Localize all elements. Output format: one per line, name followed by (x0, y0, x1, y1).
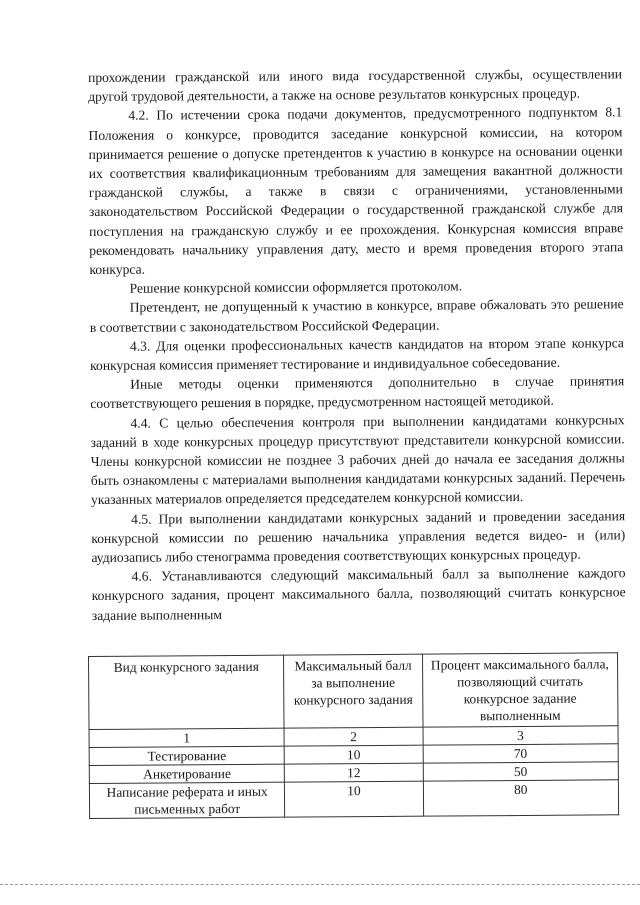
paragraph-4-4: 4.4. С целью обеспечения контроля при выполнении кандидатами конкурсных заданий в ходе конкурсных процедур присутствуют представители конкурсной комиссии. Члены конкурсной комиссии не позднее 3 рабочих дней до начала ее заседания должны быть ознакомлены с материалами выполнения кандидатами конкурсных заданий. Перечень указанных материалов определяется председателем конкурсной комиссии. (90, 411, 625, 508)
paragraph-protocol: Решение конкурсной комиссии оформляется протоколом. (129, 278, 463, 296)
max-score-cell: 10 (284, 745, 422, 764)
paragraph-4-5: 4.5. При выполнении кандидатами конкурсных заданий и проведении заседания конкурсной комиссии по решению начальника управления ведется видео- и (или) аудиозапись либо стенограмма проведения соответствующих конкурсных процедур. (91, 507, 626, 566)
column-number: 3 (423, 726, 618, 745)
pass-percent-cell: 70 (423, 744, 618, 763)
document-body (88, 64, 626, 625)
paragraph-4-2: 4.2. По истечении срока подачи документов, предусмотренного подпунктом 8.1 Положения о конкурсе, проводится заседание конкурсной комиссии, на котором принимается решение о допуске претендентов к участию в конкурсе на основании оценки их соответствия квалификационным требованиям для замещения вакантной должности гражданской службы, а также в связи с ограничениями, установленными законодательством Российской Федерации о государственной гражданской службе для поступления на гражданскую службу и ее прохождения. Конкурсная комиссия вправе рекомендовать начальнику управления дату, место и время проведения второго этапа конкурса. (88, 104, 624, 278)
task-type-cell: Анкетирование (89, 764, 284, 783)
max-score-cell: 12 (285, 763, 423, 782)
pass-percent-cell: 50 (423, 762, 618, 781)
task-type-cell: Тестирование (89, 746, 284, 765)
paragraph-appeal: Претендент, не допущенный к участию в конкурсе, вправе обжаловать это решение в соответствии с законодательством Российской Федерации. (89, 296, 624, 335)
table-row (89, 780, 618, 819)
header-max-score: Максимальный балл за выполнение конкурсного задания (284, 654, 423, 728)
header-task-type: Вид конкурсного задания (89, 655, 285, 729)
assessment-table (88, 652, 619, 819)
paragraph-4-3: 4.3. Для оценки профессиональных качеств кандидатов на втором этапе конкурса конкурсная комиссия применяет тестирование и индивидуальное собеседование. (90, 335, 624, 374)
pass-percent-cell: 80 (423, 780, 619, 816)
max-score-cell: 10 (285, 781, 424, 817)
header-pass-percent: Процент максимального балла, позволяющий считать конкурсное задание выполненным (422, 653, 618, 727)
paragraph-4-6: 4.6. Устанавливаются следующий максимальный балл за выполнение каждого конкурсного задания, процент максимального балла, позволяющий считать конкурсное задание выполненным (91, 565, 626, 623)
scan-edge-divider (0, 884, 640, 885)
table-header-row (89, 653, 618, 730)
column-number: 2 (284, 727, 422, 746)
task-type-cell: Написание реферата и иных письменных работ (89, 782, 285, 818)
column-number: 1 (89, 728, 284, 747)
paragraph-continuation: прохождении гражданской или иного вида государственной службы, осуществлении другой трудовой деятельности, а также на основе результатов конкурсных процедур. (88, 66, 623, 105)
paragraph-other-methods: Иные методы оценки применяются дополнительно в случае принятия соответствующего решения в порядке, предусмотренном настоящей методикой. (90, 373, 625, 412)
